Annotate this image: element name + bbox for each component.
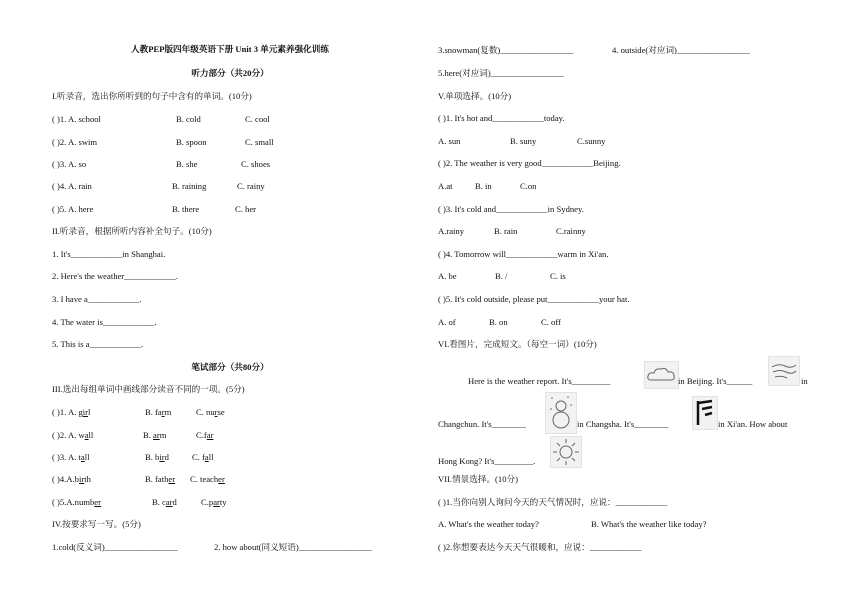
s2-q4: 4. The water is____________.: [52, 317, 157, 327]
s3-q3-opt-c: C. fall: [192, 452, 214, 462]
s5-q3-opt-c: C.rainny: [556, 226, 586, 236]
s3-q4-opt-c: C. teacher: [190, 474, 225, 484]
s2-q5: 5. This is a____________.: [52, 339, 144, 349]
s3-q2-opt-c: C.far: [196, 430, 214, 440]
s3-q1-opt-c: C. nurse: [196, 407, 225, 417]
s5-q5-opt-b: B. on: [489, 317, 508, 327]
s6-line1-c: in: [801, 376, 808, 386]
s1-q2-label: ( )2. A. swim: [52, 137, 98, 147]
s3-q4-opt-b: B. father: [145, 474, 176, 484]
s1-q5-label: ( )5. A. here: [52, 204, 94, 214]
s6-line1-a: Here is the weather report. It's_________: [468, 376, 611, 386]
s1-q1-label: ( )1. A. school: [52, 114, 101, 124]
s5-q5-opt-a: A. of: [438, 317, 456, 327]
section-1-heading: I.听录音，选出你所听到的句子中含有的单词。(10分): [52, 91, 252, 101]
sun-icon: [550, 436, 582, 468]
s5-q2-opt-c: C.on: [520, 181, 537, 191]
s1-q4-label: ( )4. A. rain: [52, 181, 92, 191]
section-5-heading: V.单项选择。(10分): [438, 91, 512, 101]
s1-q1-opt-c: C. cool: [245, 114, 270, 124]
s7-q2: ( )2.你想要表达今天天气很暖和，应说：____________: [438, 542, 642, 552]
listening-heading: 听力部分（共20分）: [191, 68, 269, 78]
s2-q2: 2. Here's the weather____________.: [52, 271, 178, 281]
s1-q5-opt-c: C. her: [235, 204, 257, 214]
snowman-icon: [545, 392, 577, 434]
s5-q1-opt-a: A. sun: [438, 136, 461, 146]
s4-q5: 5.here(对应词)_________________: [438, 68, 564, 78]
s1-q2-opt-b: B. spoon: [176, 137, 207, 147]
s1-q3-opt-c: C. shoes: [241, 159, 271, 169]
s5-q4-opt-a: A. be: [438, 271, 457, 281]
s5-q5-opt-c: C. off: [541, 317, 561, 327]
s6-line2-b: in Changsha. It's________: [577, 419, 669, 429]
s3-q5-opt-b: B. card: [152, 497, 177, 507]
section-3-heading: III.选出每组单词中画线部分读音不同的一项。(5分): [52, 384, 245, 394]
s5-q2-opt-a: A.at: [438, 181, 453, 191]
s3-q3-opt-b: B. bird: [145, 452, 169, 462]
s5-q2: ( )2. The weather is very good____________Beijing.: [438, 158, 621, 168]
s5-q1: ( )1. It's hot and____________today.: [438, 113, 565, 123]
s7-q1: ( )1.当你向别人询问今天的天气情况时，应说：____________: [438, 497, 668, 507]
s3-q2-label: ( )2. A. wall: [52, 430, 94, 440]
s3-q5-opt-c: C.party: [201, 497, 227, 507]
s1-q5-opt-b: B. there: [172, 204, 200, 214]
s1-q4-opt-b: B. raining: [172, 181, 207, 191]
s5-q3-opt-a: A.rainy: [438, 226, 465, 236]
section-6-heading: VI.看图片，完成短文。（每空一词）(10分): [438, 339, 597, 349]
s5-q4-opt-c: C. is: [550, 271, 566, 281]
s1-q1-opt-b: B. cold: [176, 114, 201, 124]
s5-q1-opt-c: C.sunny: [577, 136, 606, 146]
s6-line3: Hong Kong? It's_________.: [438, 456, 536, 466]
rain-icon: [692, 396, 718, 430]
s1-q3-opt-b: B. she: [176, 159, 198, 169]
s3-q1-label: ( )1. A. girl: [52, 407, 91, 417]
s2-q1: 1. It's____________in Shanghai.: [52, 249, 166, 259]
s3-q2-opt-b: B. arm: [143, 430, 167, 440]
s3-q4-label: ( )4.A.birth: [52, 474, 91, 484]
s3-q3-label: ( )3. A. tall: [52, 452, 90, 462]
s4-q1: 1.cold(反义词)_________________: [52, 542, 178, 552]
s6-line2-c: in Xi'an. How about: [718, 419, 788, 429]
section-7-heading: VII.情景选择。(10分): [438, 474, 518, 484]
s4-q3: 3.snowman(复数)_________________: [438, 45, 574, 55]
wind-icon: [768, 356, 800, 386]
written-heading: 笔试部分（共80分）: [191, 362, 269, 372]
s3-q1-opt-b: B. farm: [145, 407, 172, 417]
cloud-icon: [644, 361, 679, 389]
section-4-heading: IV.按要求写一写。(5分): [52, 519, 141, 529]
s5-q4-opt-b: B. /: [495, 271, 508, 281]
s1-q4-opt-c: C. rainy: [237, 181, 265, 191]
s2-q3: 3. I have a____________.: [52, 294, 142, 304]
s1-q3-label: ( )3. A. so: [52, 159, 87, 169]
section-2-heading: II.听录音，根据所听内容补全句子。(10分): [52, 226, 212, 236]
page-title: 人教PEP版四年级英语下册 Unit 3 单元素养强化训练: [131, 44, 329, 54]
s5-q3: ( )3. It's cold and____________in Sydney.: [438, 204, 584, 214]
s1-q2-opt-c: C. small: [245, 137, 274, 147]
s6-line1-b: in Beijing. It's______: [678, 376, 753, 386]
s7-q1-opt-b: B. What's the weather like today?: [591, 519, 707, 529]
s5-q5: ( )5. It's cold outside, please put____________your hat.: [438, 294, 630, 304]
s4-q4: 4. outside(对应词)_________________: [612, 45, 750, 55]
s5-q2-opt-b: B. in: [475, 181, 492, 191]
s6-line2-a: Changchun. It's________: [438, 419, 526, 429]
s3-q5-label: ( )5.A.number: [52, 497, 101, 507]
s5-q1-opt-b: B. suny: [510, 136, 537, 146]
s4-q2: 2. how about(同义短语)_________________: [214, 542, 372, 552]
s5-q4: ( )4. Tomorrow will____________warm in Xi'an.: [438, 249, 609, 259]
s7-q1-opt-a: A. What's the weather today?: [438, 519, 539, 529]
s5-q3-opt-b: B. rain: [494, 226, 518, 236]
